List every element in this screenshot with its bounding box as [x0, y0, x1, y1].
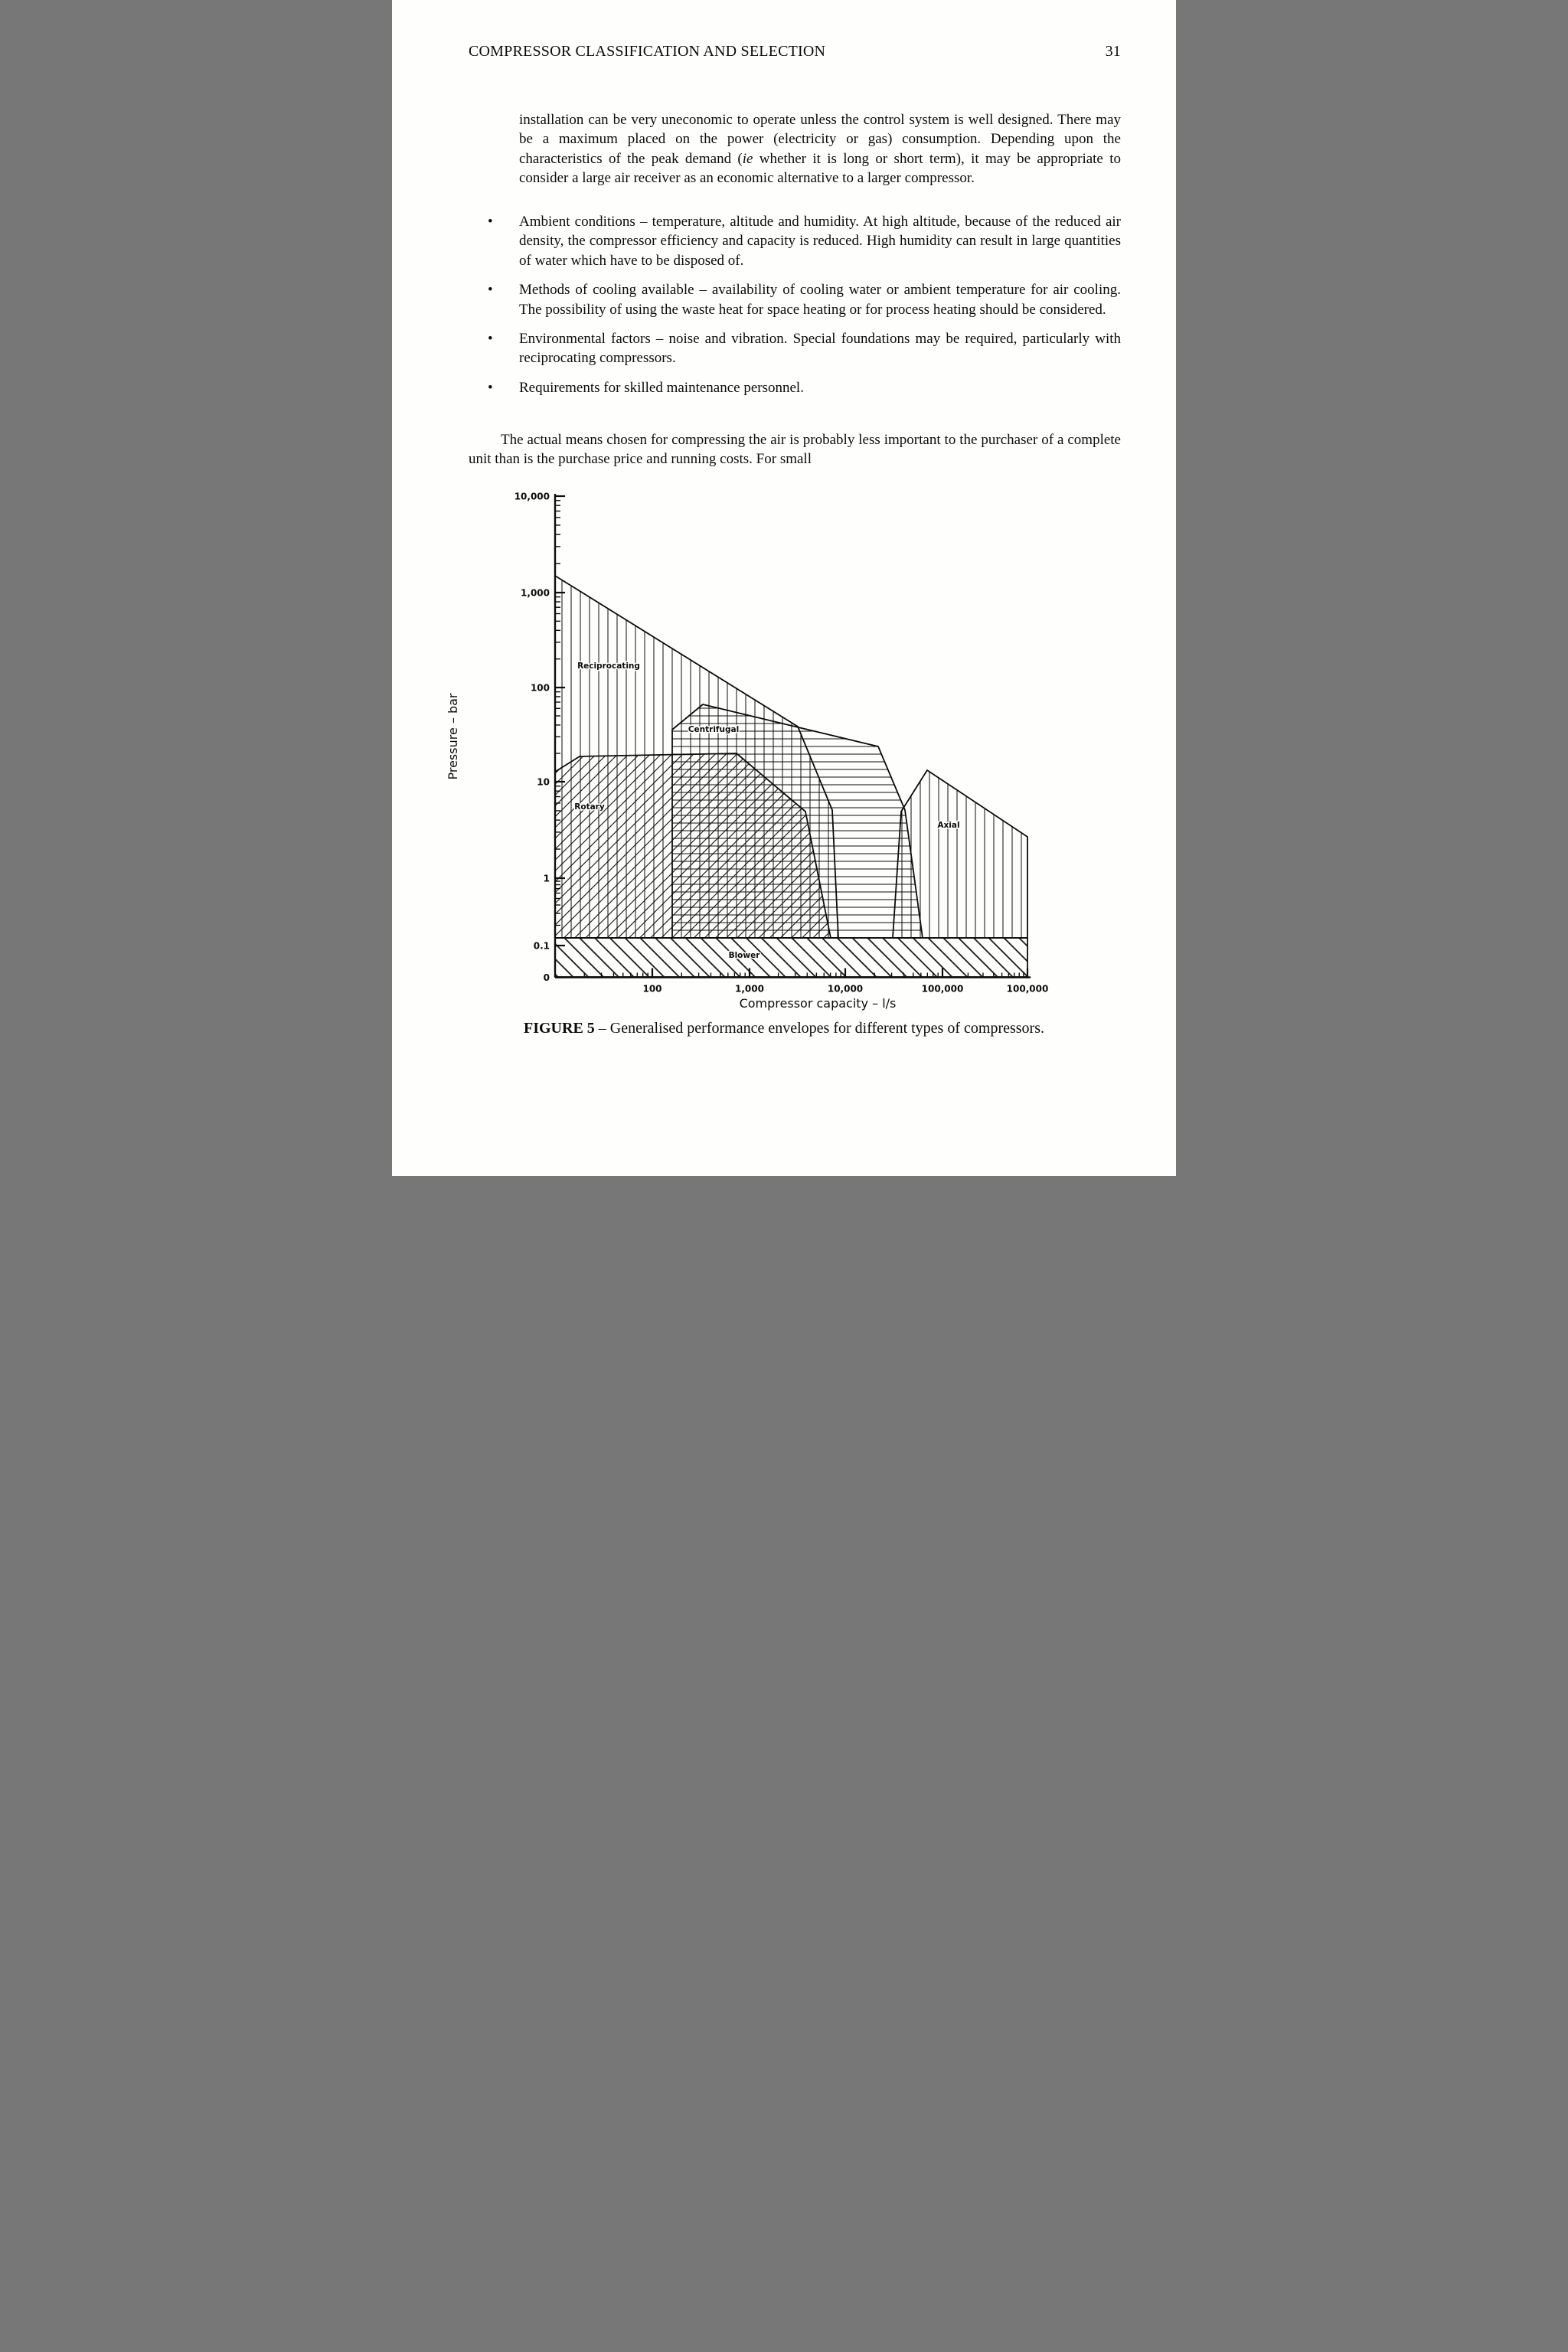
- book-page: [392, 0, 1176, 1176]
- figure-caption-text: – Generalised performance envelopes for different types of compressors.: [594, 1020, 1044, 1037]
- list-item: [488, 212, 1121, 270]
- bullet-text: Methods of cooling available – availability of cooling water or ambient temperature for air cooling. The possibility of using the waste heat for space heating or for process heating should be considered.: [519, 282, 1121, 318]
- bullet-icon: •: [488, 214, 493, 230]
- axis-tick-label: 100,000: [921, 983, 964, 995]
- list-item: [488, 280, 1121, 319]
- axis-tick-label: 100: [530, 682, 550, 694]
- axis-tick-label: 0.1: [533, 940, 550, 952]
- axis-tick-label: 1,000: [521, 587, 550, 599]
- axis-tick-label: 1: [543, 873, 550, 884]
- paragraph-text: whether it is long or short term), it may be appropriate to consider a large air receiver as an economic alternative to a larger compressor.: [519, 150, 1121, 187]
- bullet-list: [488, 212, 1121, 407]
- figure-5-chart: [392, 475, 1176, 1057]
- region-axial: [893, 770, 1027, 938]
- bullet-text: Environmental factors – noise and vibration. Special foundations may be required, particularly with reciprocating compressors.: [519, 331, 1121, 367]
- paragraph-continuation: [519, 110, 1121, 188]
- axis-tick-label: 100,000: [1006, 983, 1049, 995]
- bullet-text: Ambient conditions – temperature, altitude and humidity. At high altitude, because of the reduced air density, the compressor efficiency and capacity is reduced. High humidity can result in large quantities of water which have to be disposed of.: [519, 214, 1121, 269]
- region-centrifugal: [672, 704, 923, 938]
- label-centrifugal: Centrifugal: [688, 725, 740, 734]
- axis-tick-label: 1,000: [735, 983, 764, 995]
- axis-tick-label: 10,000: [514, 491, 550, 502]
- page-number: 31: [1105, 43, 1121, 60]
- axis-tick-label: 10: [537, 776, 550, 788]
- x-axis-title: Compressor capacity – l/s: [739, 996, 897, 1011]
- label-rotary: Rotary: [574, 802, 605, 812]
- list-item: [488, 329, 1121, 368]
- page-header: [469, 43, 1121, 60]
- label-axial: Axial: [937, 821, 960, 830]
- bullet-icon: •: [488, 379, 493, 396]
- axis-tick-label: 10,000: [827, 983, 864, 995]
- bullet-icon: •: [488, 282, 493, 299]
- axis-tick-label: 100: [642, 983, 662, 995]
- running-title: COMPRESSOR CLASSIFICATION AND SELECTION: [469, 43, 826, 60]
- paragraph-italic-ie: ie: [742, 150, 753, 167]
- figure-caption-label: FIGURE 5: [524, 1020, 595, 1037]
- label-blower: Blower: [728, 951, 760, 960]
- bullet-text: Requirements for skilled maintenance personnel.: [519, 379, 804, 396]
- y-axis-title: Pressure – bar: [446, 693, 460, 780]
- paragraph: The actual means chosen for compressing the air is probably less important to the purchaser of a complete unit than is the purchase price and running costs. For small: [469, 432, 1121, 468]
- envelope-regions: [555, 576, 1027, 977]
- axis-tick-label: 0: [543, 972, 550, 983]
- list-item: [488, 378, 1121, 397]
- bullet-icon: •: [488, 331, 493, 348]
- figure-caption: [392, 1020, 1176, 1037]
- region-blower: [555, 938, 1027, 977]
- paragraph-text: installation can be very uneconomic to operate unless the control system is well designed. There may be a maximum placed on the power (electricity or gas) consumption. Depending upon the characteristics of the peak demand (: [519, 112, 1121, 167]
- label-reciprocating: Reciprocating: [577, 662, 640, 671]
